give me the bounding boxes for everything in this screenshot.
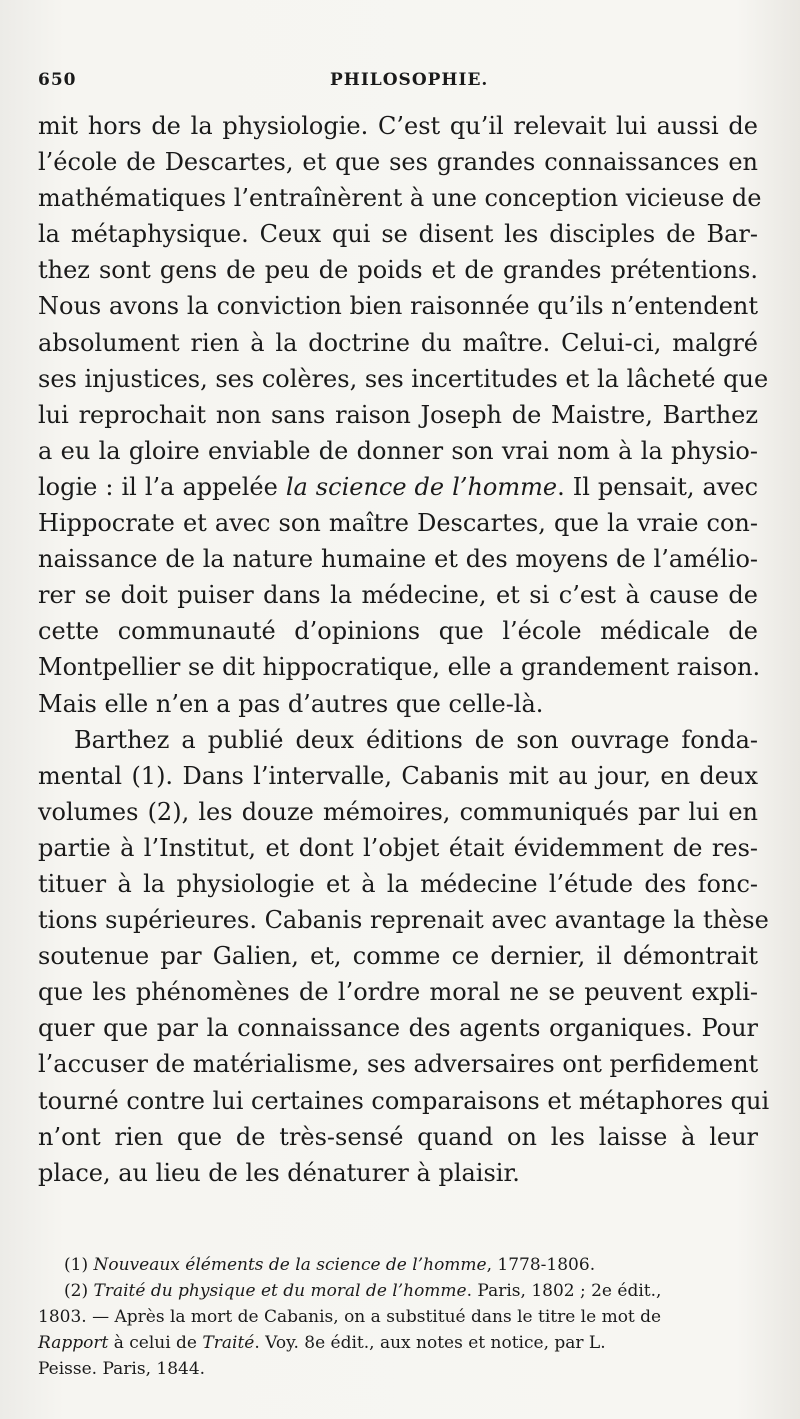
text-line: Barthez a publié deux éditions de son ouvrage fonda- [74, 725, 758, 754]
main-text [38, 108, 770, 1191]
footnote-line: Peisse. Paris, 1844. [38, 1359, 206, 1379]
paragraph-1 [38, 108, 769, 722]
page-number: 650 [38, 70, 77, 90]
text-line: volumes (2), les douze mémoires, communiqués par lui en [38, 797, 758, 826]
text-line: Mais elle n’en a pas d’autres que celle-là. [38, 689, 544, 718]
footnote-line [38, 1330, 762, 1356]
text-line: place, au lieu de les dénaturer à plaisir. [38, 1158, 520, 1187]
running-title: PHILOSOPHIE. [330, 70, 489, 90]
text-line: ses injustices, ses colères, ses incertitudes et la lâcheté que [38, 364, 769, 393]
text-line: la métaphysique. Ceux qui se disent les disciples de Bar- [38, 220, 758, 249]
footnote-1 [38, 1252, 762, 1278]
footnote-line: 1803. — Après la mort de Cabanis, on a substitué dans le titre le mot de [38, 1307, 662, 1327]
footnote-title: Nouveaux éléments de la science de l’homme [93, 1255, 487, 1275]
text-line: n’ont rien que de très-sensé quand on les laisse à leur [38, 1122, 758, 1151]
text-fragment: logie : il l’a appelée [38, 472, 286, 501]
text-line: tions supérieures. Cabanis reprenait avec avantage la thèse [38, 906, 769, 935]
text-line: lui reprochait non sans raison Joseph de Maistre, Barthez [38, 400, 758, 429]
text-line: l’école de Descartes, et que ses grandes connaissances en [38, 148, 758, 177]
text-line: mit hors de la physiologie. C’est qu’il relevait lui aussi de [38, 112, 758, 140]
text-line: rer se doit puiser dans la médecine, et si c’est à cause de [38, 581, 758, 610]
text-line: soutenue par Galien, et, comme ce dernier, il démontrait [38, 942, 758, 971]
text-line: l’accuser de matérialisme, ses adversaires ont perfidement [38, 1050, 759, 1079]
text-line: thez sont gens de peu de poids et de grandes prétentions. [38, 256, 758, 285]
text-line: cette communauté d’opinions que l’école médicale de [38, 617, 758, 646]
text-line: a eu la gloire enviable de donner son vrai nom à la physio- [38, 436, 758, 465]
text-line: tourné contre lui certaines comparaisons et métaphores qui [38, 1086, 770, 1115]
footnote-italic: Traité [202, 1333, 255, 1353]
text-fragment: . Il pensait, avec [557, 472, 759, 501]
text-line: mathématiques l’entraînèrent à une conception vicieuse de [38, 184, 762, 213]
text-fragment: . Voy. 8e édit., aux notes et notice, par L. [254, 1333, 606, 1353]
italic-title: la science de l’homme [285, 472, 558, 501]
text-line: partie à l’Institut, et dont l’objet était évidemment de res- [38, 833, 758, 862]
text-line: tituer à la physiologie et à la médecine l’étude des fonc- [38, 869, 758, 898]
footnote-mark: (2) [64, 1281, 94, 1301]
text-line: quer que par la connaissance des agents organiques. Pour [38, 1014, 758, 1043]
text-fragment: , 1778-1806. [486, 1255, 596, 1275]
paragraph-2 [38, 722, 770, 1191]
footnote-italic: Rapport [38, 1333, 109, 1353]
text-line: que les phénomènes de l’ordre moral ne se peuvent expli- [38, 978, 758, 1007]
text-line: naissance de la nature humaine et des moyens de l’amélio- [38, 545, 758, 574]
text-line: mental (1). Dans l’intervalle, Cabanis mit au jour, en deux [38, 761, 758, 790]
page-header [38, 70, 760, 90]
footnote-2 [38, 1278, 762, 1304]
text-line: absolument rien à la doctrine du maître. Celui-ci, malgré [38, 328, 758, 357]
text-line: Montpellier se dit hippocratique, elle a grandement raison. [38, 653, 761, 682]
text-line: Hippocrate et avec son maître Descartes, que la vraie con- [38, 509, 758, 538]
footnotes [38, 1252, 762, 1382]
text-line-with-italic [38, 469, 758, 505]
text-fragment: . Paris, 1802 ; 2e édit., [466, 1281, 662, 1301]
footnote-mark: (1) [64, 1255, 94, 1275]
text-fragment: à celui de [108, 1333, 203, 1353]
footnote-title: Traité du physique et du moral de l’homme [93, 1281, 467, 1301]
text-line: Nous avons la conviction bien raisonnée qu’ils n’entendent [38, 292, 758, 321]
